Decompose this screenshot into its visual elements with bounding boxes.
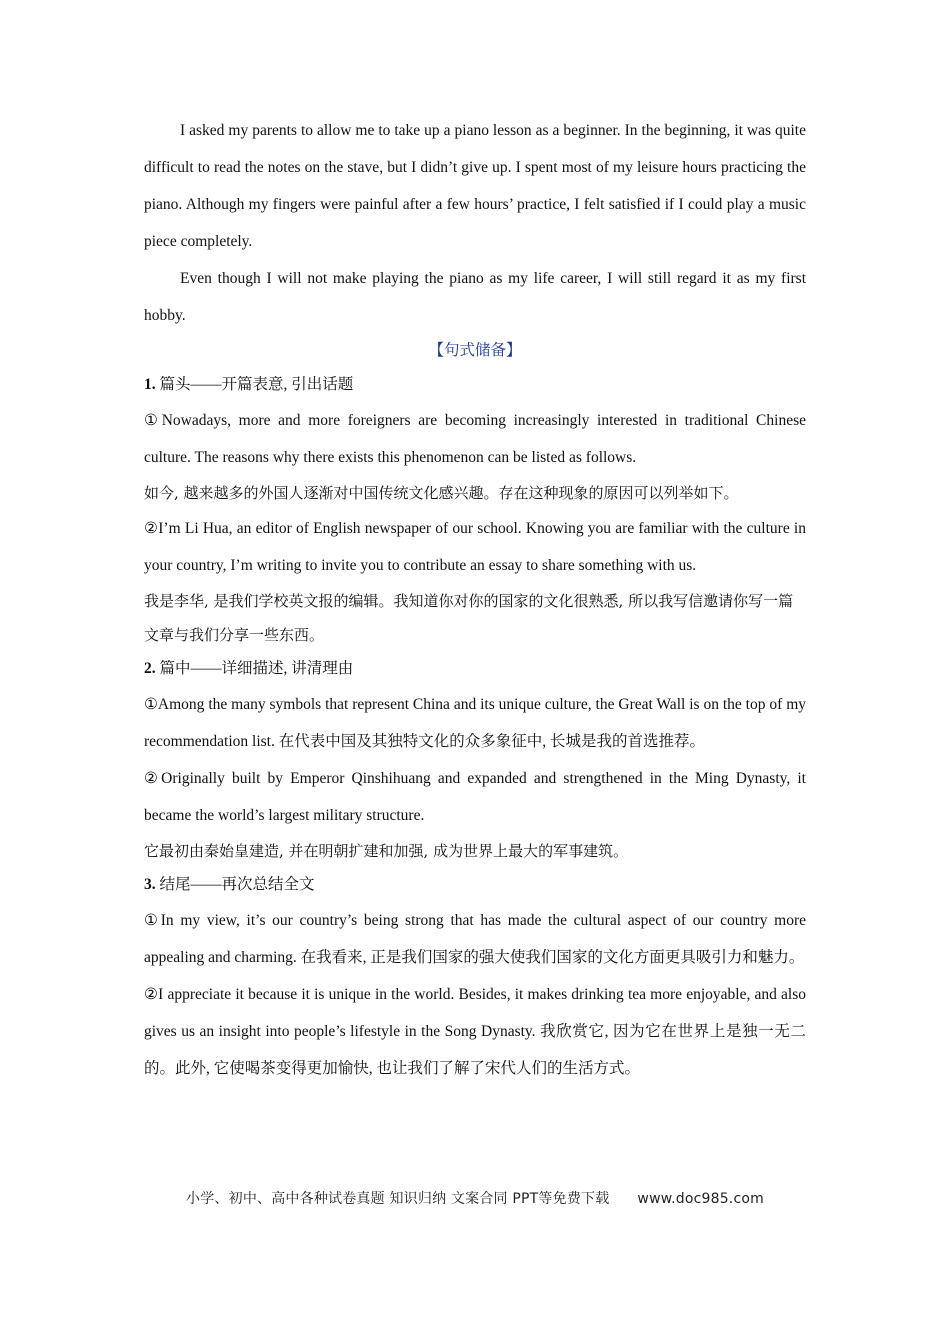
document-body — [144, 112, 806, 1087]
example-sentence-zh: 如今, 越来越多的外国人逐渐对中国传统文化感兴趣。存在这种现象的原因可以列举如下。 — [144, 484, 739, 502]
section-title-text: 篇头——开篇表意, 引出话题 — [159, 376, 354, 393]
example-sentence — [144, 686, 806, 760]
footer-text: 小学、初中、高中各种试卷真题 知识归纳 文案合同 PPT等免费下载 — [186, 1191, 610, 1207]
section-number: 3. — [144, 876, 156, 893]
example-sentence-zh: 在代表中国及其独特文化的众多象征中, 长城是我的首选推荐。 — [278, 733, 705, 750]
section-title-text: 篇中——详细描述, 讲清理由 — [159, 660, 354, 677]
section-title — [144, 368, 806, 402]
page-footer — [0, 1188, 950, 1208]
section-heading: 【句式储备】 — [428, 342, 522, 359]
example-sentence-en: ②I’m Li Hua, an editor of English newspaper of our school. Knowing you are familiar with the culture in your country, I’m writing to invite you to contribute an essay to share something with us. — [144, 520, 806, 574]
example-sentence-en: ②Originally built by Emperor Qinshihuang and expanded and strengthened in the Ming Dynasty, it became the world’s largest military structure. — [144, 770, 806, 824]
example-sentence-en: ①Nowadays, more and more foreigners are becoming increasingly interested in traditional Chinese culture. The reasons why there exists this phenomenon can be listed as follows. — [144, 412, 806, 466]
example-sentence-zh: 我欣赏它, 因为它在世界上是独一无二的。此外, 它使喝茶变得更加愉快, 也让我们了解了宋代人们的生活方式。 — [144, 1023, 806, 1077]
section-title-text: 结尾——再次总结全文 — [159, 876, 315, 893]
section-number: 2. — [144, 660, 156, 677]
section-title — [144, 868, 806, 902]
example-sentence-zh: 它最初由秦始皇建造, 并在明朝扩建和加强, 成为世界上最大的军事建筑。 — [144, 842, 629, 860]
body-paragraph: I asked my parents to allow me to take up a piano lesson as a beginner. In the beginning, it was quite difficult to read the notes on the stave, but I didn’t give up. I spent most of my leisure hours practicing the piano. Although my fingers were painful after a few hours’ practice, I felt satisfied if I could play a music piece completely. — [144, 122, 806, 250]
footer-site-link[interactable]: www.doc985.com — [637, 1191, 764, 1207]
section-number: 1. — [144, 376, 156, 393]
example-sentence-zh: 在我看来, 正是我们国家的强大使我们国家的文化方面更具吸引力和魅力。 — [300, 949, 805, 966]
body-paragraph: Even though I will not make playing the piano as my life career, I will still regard it as my first hobby. — [144, 270, 806, 324]
example-sentence-en: ①In my view, it’s our country’s being strong that has made the cultural aspect of our country more appealing and charming. — [144, 912, 806, 966]
example-sentence-en: ①Among the many symbols that represent China and its unique culture, the Great Wall is on the top of my recommendation list. — [144, 696, 806, 750]
example-sentence — [144, 976, 806, 1087]
example-sentence-en: ②I appreciate it because it is unique in the world. Besides, it makes drinking tea more enjoyable, and also gives us an insight into people’s lifestyle in the Song Dynasty. — [144, 986, 806, 1040]
example-sentence — [144, 902, 806, 976]
example-sentence-zh: 我是李华, 是我们学校英文报的编辑。我知道你对你的国家的文化很熟悉, 所以我写信邀请你写一篇文章与我们分享一些东西。 — [144, 592, 794, 644]
section-title — [144, 652, 806, 686]
